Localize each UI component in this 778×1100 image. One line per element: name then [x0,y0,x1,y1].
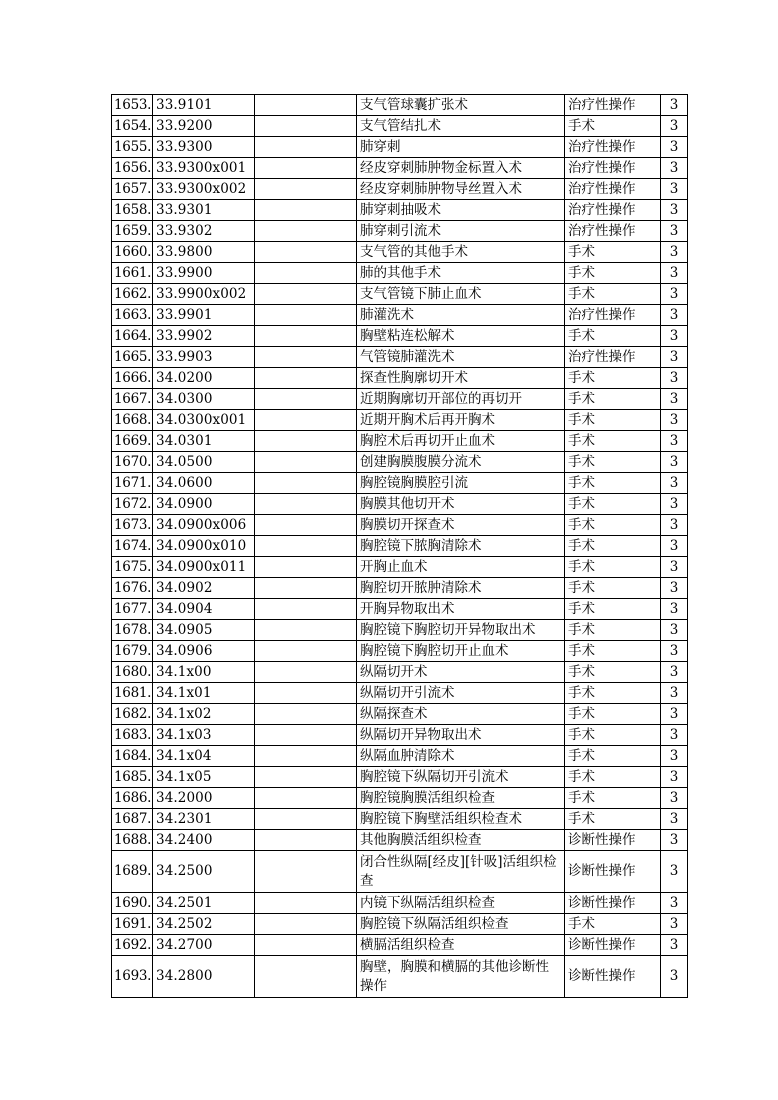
table-row [112,389,688,410]
procedure-category: 手术 [565,746,661,767]
extra-code [255,746,357,767]
procedure-code: 34.0600 [153,473,255,494]
row-index: 1681. [112,683,153,704]
table-row [112,536,688,557]
procedure-name: 肺穿刺 [357,137,565,158]
procedure-name: 胸腔镜下纵隔切开引流术 [357,767,565,788]
extra-code [255,347,357,368]
procedure-category: 治疗性操作 [565,137,661,158]
table-row [112,305,688,326]
row-index: 1680. [112,662,153,683]
table-row [112,221,688,242]
procedure-level: 3 [661,620,688,641]
extra-code [255,767,357,788]
procedure-level: 3 [661,851,688,893]
procedure-category: 手术 [565,326,661,347]
row-index: 1693. [112,956,153,998]
table-row [112,641,688,662]
procedure-table [111,94,688,998]
procedure-name: 肺穿刺引流术 [357,221,565,242]
table-row [112,137,688,158]
extra-code [255,242,357,263]
table-row [112,242,688,263]
procedure-category: 治疗性操作 [565,200,661,221]
procedure-name: 胸腔镜下纵隔活组织检查 [357,914,565,935]
row-index: 1683. [112,725,153,746]
row-index: 1662. [112,284,153,305]
procedure-name: 支气管结扎术 [357,116,565,137]
extra-code [255,662,357,683]
row-index: 1674. [112,536,153,557]
procedure-code: 34.2800 [153,956,255,998]
procedure-category: 手术 [565,620,661,641]
procedure-level: 3 [661,473,688,494]
table-row [112,494,688,515]
row-index: 1690. [112,893,153,914]
extra-code [255,116,357,137]
row-index: 1661. [112,263,153,284]
table-row [112,179,688,200]
row-index: 1656. [112,158,153,179]
procedure-name: 经皮穿刺肺肿物导丝置入术 [357,179,565,200]
procedure-code: 34.0902 [153,578,255,599]
procedure-code: 34.1x04 [153,746,255,767]
procedure-code: 34.0300x001 [153,410,255,431]
extra-code [255,788,357,809]
extra-code [255,578,357,599]
procedure-name: 胸腔切开脓肿清除术 [357,578,565,599]
extra-code [255,956,357,998]
procedure-code: 34.0904 [153,599,255,620]
table-row [112,410,688,431]
procedure-category: 手术 [565,788,661,809]
procedure-level: 3 [661,683,688,704]
table-row [112,851,688,893]
procedure-code: 34.0500 [153,452,255,473]
procedure-code: 34.1x03 [153,725,255,746]
table-row [112,599,688,620]
table-row [112,767,688,788]
extra-code [255,641,357,662]
procedure-category: 手术 [565,809,661,830]
row-index: 1688. [112,830,153,851]
procedure-code: 33.9900x002 [153,284,255,305]
row-index: 1654. [112,116,153,137]
procedure-category: 手术 [565,683,661,704]
procedure-code: 33.9301 [153,200,255,221]
procedure-name: 近期开胸术后再开胸术 [357,410,565,431]
extra-code [255,935,357,956]
procedure-name: 支气管镜下肺止血术 [357,284,565,305]
row-index: 1668. [112,410,153,431]
table-row [112,578,688,599]
row-index: 1671. [112,473,153,494]
row-index: 1692. [112,935,153,956]
row-index: 1666. [112,368,153,389]
procedure-code: 33.9302 [153,221,255,242]
procedure-category: 手术 [565,725,661,746]
table-row [112,914,688,935]
procedure-name: 纵隔切开引流术 [357,683,565,704]
extra-code [255,599,357,620]
procedure-code: 34.2000 [153,788,255,809]
procedure-name: 探查性胸廓切开术 [357,368,565,389]
procedure-level: 3 [661,914,688,935]
procedure-name: 纵隔切开异物取出术 [357,725,565,746]
procedure-name: 胸腔镜胸膜活组织检查 [357,788,565,809]
extra-code [255,305,357,326]
procedure-category: 治疗性操作 [565,347,661,368]
table-row [112,200,688,221]
table-row [112,620,688,641]
procedure-level: 3 [661,284,688,305]
procedure-code: 34.2400 [153,830,255,851]
procedure-category: 手术 [565,662,661,683]
procedure-code: 34.0900x010 [153,536,255,557]
procedure-level: 3 [661,179,688,200]
procedure-level: 3 [661,515,688,536]
table-row [112,431,688,452]
procedure-category: 手术 [565,368,661,389]
procedure-category: 治疗性操作 [565,158,661,179]
procedure-level: 3 [661,599,688,620]
extra-code [255,284,357,305]
extra-code [255,179,357,200]
procedure-code: 34.0200 [153,368,255,389]
procedure-category: 手术 [565,557,661,578]
procedure-name: 胸腔镜下胸腔切开异物取出术 [357,620,565,641]
procedure-level: 3 [661,389,688,410]
procedure-category: 手术 [565,767,661,788]
row-index: 1658. [112,200,153,221]
row-index: 1682. [112,704,153,725]
row-index: 1686. [112,788,153,809]
procedure-name: 胸膜切开探查术 [357,515,565,536]
procedure-name: 气管镜肺灌洗术 [357,347,565,368]
table-row [112,725,688,746]
extra-code [255,494,357,515]
table-row [112,935,688,956]
extra-code [255,368,357,389]
procedure-name: 胸腔术后再切开止血术 [357,431,565,452]
procedure-name: 胸壁，胸膜和横膈的其他诊断性操作 [357,956,565,998]
row-index: 1684. [112,746,153,767]
procedure-name: 纵隔血肿清除术 [357,746,565,767]
procedure-table-body [112,95,688,998]
procedure-name: 开胸止血术 [357,557,565,578]
extra-code [255,473,357,494]
procedure-code: 33.9200 [153,116,255,137]
procedure-code: 34.0906 [153,641,255,662]
row-index: 1664. [112,326,153,347]
extra-code [255,200,357,221]
procedure-category: 治疗性操作 [565,221,661,242]
procedure-name: 近期胸廓切开部位的再切开 [357,389,565,410]
table-row [112,704,688,725]
procedure-level: 3 [661,494,688,515]
procedure-category: 诊断性操作 [565,893,661,914]
procedure-category: 手术 [565,263,661,284]
procedure-code: 33.9300x002 [153,179,255,200]
procedure-code: 34.0301 [153,431,255,452]
procedure-code: 34.2700 [153,935,255,956]
procedure-category: 治疗性操作 [565,179,661,200]
procedure-level: 3 [661,200,688,221]
procedure-level: 3 [661,431,688,452]
procedure-category: 手术 [565,641,661,662]
procedure-category: 诊断性操作 [565,830,661,851]
row-index: 1676. [112,578,153,599]
row-index: 1687. [112,809,153,830]
table-row [112,473,688,494]
procedure-level: 3 [661,557,688,578]
procedure-level: 3 [661,221,688,242]
procedure-name: 其他胸膜活组织检查 [357,830,565,851]
procedure-code: 34.2500 [153,851,255,893]
procedure-level: 3 [661,641,688,662]
procedure-name: 开胸异物取出术 [357,599,565,620]
procedure-name: 支气管的其他手术 [357,242,565,263]
procedure-name: 肺穿刺抽吸术 [357,200,565,221]
procedure-code: 33.9900 [153,263,255,284]
procedure-level: 3 [661,725,688,746]
procedure-level: 3 [661,263,688,284]
table-row [112,683,688,704]
procedure-code: 34.1x00 [153,662,255,683]
table-row [112,662,688,683]
procedure-level: 3 [661,410,688,431]
table-row [112,158,688,179]
procedure-level: 3 [661,809,688,830]
procedure-level: 3 [661,95,688,116]
table-row [112,263,688,284]
procedure-category: 手术 [565,452,661,473]
procedure-category: 手术 [565,410,661,431]
extra-code [255,410,357,431]
procedure-level: 3 [661,956,688,998]
procedure-name: 肺灌洗术 [357,305,565,326]
row-index: 1667. [112,389,153,410]
procedure-level: 3 [661,578,688,599]
procedure-category: 手术 [565,704,661,725]
extra-code [255,536,357,557]
table-row [112,95,688,116]
extra-code [255,809,357,830]
row-index: 1691. [112,914,153,935]
row-index: 1678. [112,620,153,641]
procedure-level: 3 [661,935,688,956]
procedure-level: 3 [661,704,688,725]
procedure-category: 手术 [565,116,661,137]
table-row [112,515,688,536]
procedure-level: 3 [661,137,688,158]
extra-code [255,893,357,914]
extra-code [255,452,357,473]
procedure-category: 诊断性操作 [565,956,661,998]
procedure-name: 支气管球囊扩张术 [357,95,565,116]
row-index: 1673. [112,515,153,536]
procedure-category: 治疗性操作 [565,305,661,326]
table-row [112,893,688,914]
procedure-code: 33.9903 [153,347,255,368]
procedure-level: 3 [661,305,688,326]
procedure-code: 33.9300 [153,137,255,158]
table-row [112,830,688,851]
procedure-code: 33.9101 [153,95,255,116]
procedure-category: 手术 [565,473,661,494]
procedure-code: 34.0300 [153,389,255,410]
procedure-level: 3 [661,662,688,683]
row-index: 1659. [112,221,153,242]
row-index: 1665. [112,347,153,368]
procedure-level: 3 [661,326,688,347]
procedure-name: 胸腔镜胸膜腔引流 [357,473,565,494]
procedure-level: 3 [661,746,688,767]
row-index: 1675. [112,557,153,578]
procedure-category: 手术 [565,515,661,536]
extra-code [255,137,357,158]
extra-code [255,515,357,536]
procedure-category: 手术 [565,578,661,599]
row-index: 1663. [112,305,153,326]
row-index: 1670. [112,452,153,473]
procedure-category: 手术 [565,914,661,935]
table-row [112,284,688,305]
procedure-name: 胸壁粘连松解术 [357,326,565,347]
extra-code [255,914,357,935]
procedure-code: 34.0905 [153,620,255,641]
table-row [112,368,688,389]
table-row [112,956,688,998]
procedure-code: 34.0900 [153,494,255,515]
table-row [112,746,688,767]
row-index: 1660. [112,242,153,263]
procedure-level: 3 [661,893,688,914]
procedure-code: 34.1x05 [153,767,255,788]
row-index: 1677. [112,599,153,620]
procedure-name: 纵隔探查术 [357,704,565,725]
procedure-code: 34.0900x011 [153,557,255,578]
procedure-level: 3 [661,116,688,137]
table-row [112,116,688,137]
procedure-code: 33.9300x001 [153,158,255,179]
row-index: 1669. [112,431,153,452]
extra-code [255,326,357,347]
extra-code [255,725,357,746]
procedure-level: 3 [661,347,688,368]
procedure-name: 纵隔切开术 [357,662,565,683]
procedure-level: 3 [661,368,688,389]
procedure-category: 诊断性操作 [565,935,661,956]
row-index: 1672. [112,494,153,515]
table-row [112,788,688,809]
row-index: 1657. [112,179,153,200]
procedure-name: 经皮穿刺肺肿物金标置入术 [357,158,565,179]
procedure-category: 手术 [565,242,661,263]
table-row [112,557,688,578]
extra-code [255,557,357,578]
procedure-category: 诊断性操作 [565,851,661,893]
procedure-name: 胸腔镜下胸壁活组织检查术 [357,809,565,830]
extra-code [255,95,357,116]
extra-code [255,704,357,725]
procedure-level: 3 [661,830,688,851]
procedure-category: 手术 [565,536,661,557]
procedure-code: 34.2502 [153,914,255,935]
extra-code [255,158,357,179]
procedure-name: 胸膜其他切开术 [357,494,565,515]
table-row [112,809,688,830]
extra-code [255,431,357,452]
procedure-name: 横膈活组织检查 [357,935,565,956]
procedure-name: 肺的其他手术 [357,263,565,284]
procedure-name: 胸腔镜下胸腔切开止血术 [357,641,565,662]
procedure-code: 34.2501 [153,893,255,914]
extra-code [255,263,357,284]
procedure-name: 胸腔镜下脓胸清除术 [357,536,565,557]
procedure-code: 34.1x02 [153,704,255,725]
procedure-level: 3 [661,536,688,557]
row-index: 1685. [112,767,153,788]
procedure-category: 治疗性操作 [565,95,661,116]
row-index: 1679. [112,641,153,662]
extra-code [255,620,357,641]
procedure-code: 33.9901 [153,305,255,326]
row-index: 1653. [112,95,153,116]
procedure-name: 创建胸膜腹膜分流术 [357,452,565,473]
procedure-category: 手术 [565,431,661,452]
procedure-category: 手术 [565,284,661,305]
procedure-category: 手术 [565,389,661,410]
procedure-name: 闭合性纵隔[经皮][针吸]活组织检查 [357,851,565,893]
procedure-code: 34.0900x006 [153,515,255,536]
table-row [112,347,688,368]
extra-code [255,221,357,242]
procedure-level: 3 [661,242,688,263]
extra-code [255,389,357,410]
procedure-category: 手术 [565,599,661,620]
procedure-level: 3 [661,767,688,788]
row-index: 1689. [112,851,153,893]
procedure-code: 33.9800 [153,242,255,263]
extra-code [255,683,357,704]
procedure-code: 34.1x01 [153,683,255,704]
procedure-code: 33.9902 [153,326,255,347]
procedure-level: 3 [661,158,688,179]
extra-code [255,830,357,851]
procedure-category: 手术 [565,494,661,515]
procedure-name: 内镜下纵隔活组织检查 [357,893,565,914]
procedure-level: 3 [661,788,688,809]
procedure-code: 34.2301 [153,809,255,830]
row-index: 1655. [112,137,153,158]
procedure-level: 3 [661,452,688,473]
extra-code [255,851,357,893]
table-row [112,452,688,473]
table-row [112,326,688,347]
